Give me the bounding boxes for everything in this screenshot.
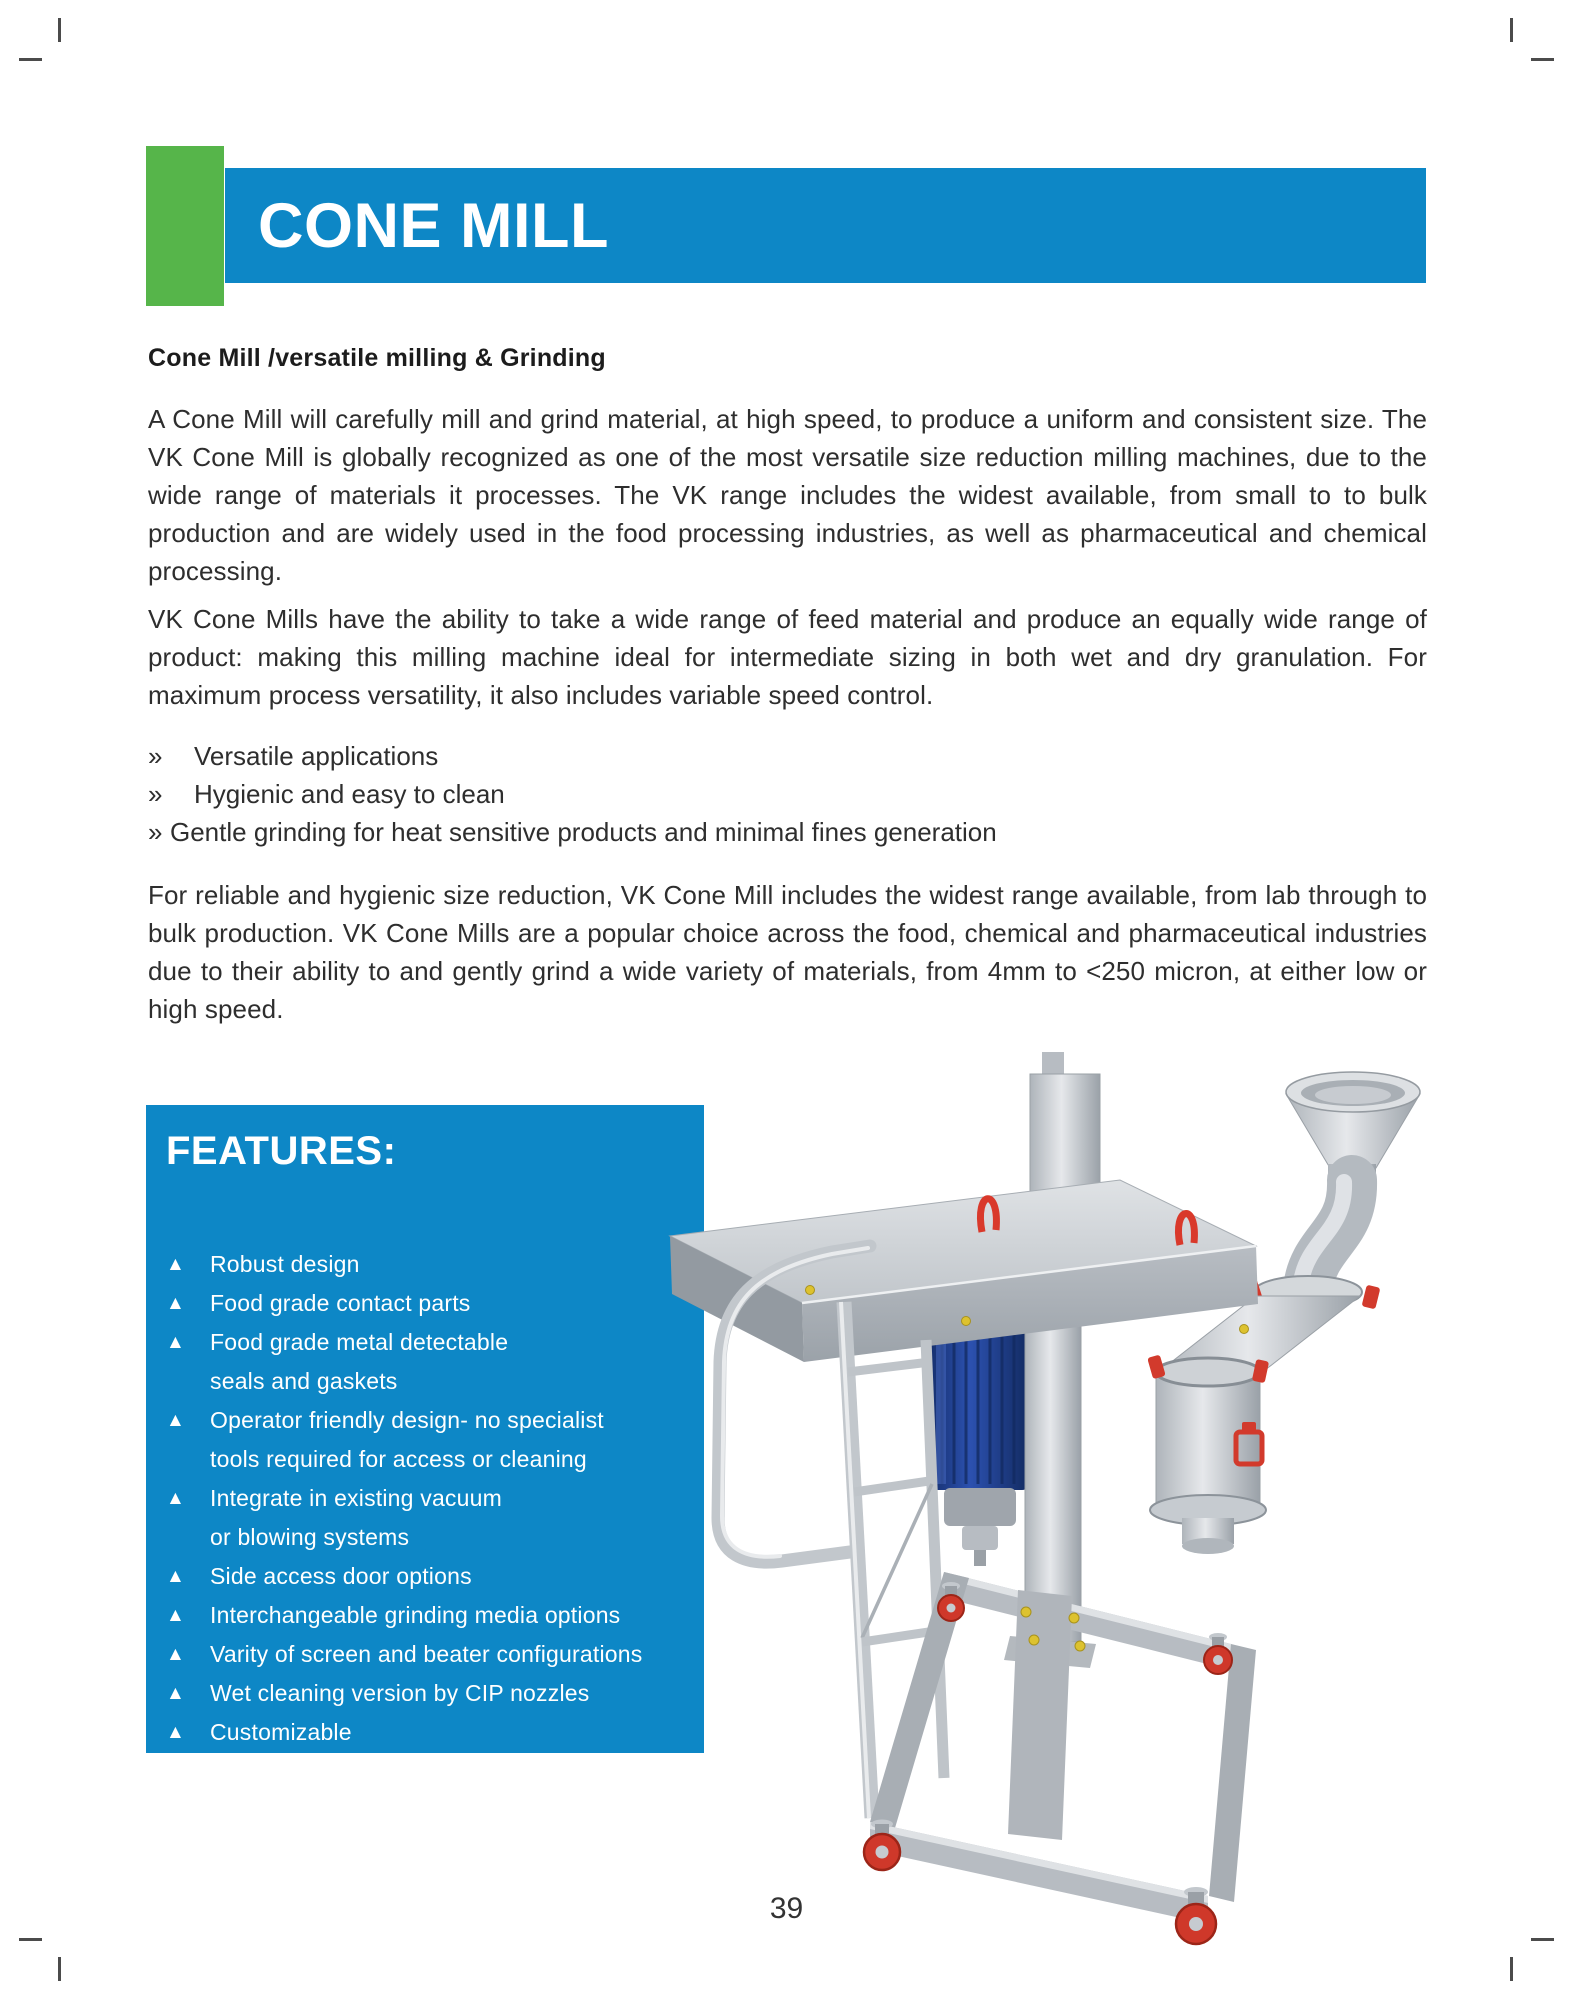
title-banner [225, 168, 1426, 283]
crop-mark-icon [58, 1957, 61, 1981]
triangle-bullet-icon: ▲ [166, 1683, 185, 1704]
feature-line: Robust design [210, 1251, 360, 1277]
feature-line: seals and gaskets [210, 1368, 398, 1394]
paragraph-intro: A Cone Mill will carefully mill and grind material, at high speed, to produce a uniform and consistent size. The VK Cone Mill is globally recognized as one of the most versatile size reduction milling machines, due to the wide range of materials it processes. The VK range includes the widest available, from small to to bulk production and are widely used in the food processing industries, as well as pharmaceutical and chemical processing. [148, 404, 1427, 586]
trolley-frame-icon [841, 1302, 944, 1818]
feature-line: or blowing systems [210, 1524, 410, 1550]
crop-mark-icon [1510, 18, 1513, 42]
feature-line: Customizable [210, 1719, 352, 1745]
table-housing-icon [670, 1180, 1258, 1362]
triangle-bullet-icon: ▲ [166, 1566, 185, 1587]
page-title: CONE MILL [258, 190, 609, 261]
feature-line: tools required for access or cleaning [210, 1446, 587, 1472]
paragraph-capability: VK Cone Mills have the ability to take a wide range of feed material and produce an equally wide range of product: making this milling machine ideal for intermediate sizing in both wet and dry granulation. For maximum process versatility, it also includes variable speed control. [148, 604, 1427, 710]
features-title: FEATURES: [166, 1129, 397, 1173]
crop-mark-icon [19, 58, 42, 61]
motor-icon [930, 1320, 1030, 1566]
section-heading: Cone Mill /versatile milling & Grinding [148, 344, 606, 372]
feature-line: Varity of screen and beater configurations [210, 1641, 643, 1667]
feed-pipe-icon [1243, 1180, 1381, 1309]
triangle-bullet-icon: ▲ [166, 1488, 185, 1509]
feature-line: Interchangeable grinding media options [210, 1602, 621, 1628]
intro-bullet-text: Gentle grinding for heat sensitive products and minimal fines generation [170, 817, 997, 847]
cone-mill-illustration [370, 1040, 1470, 1960]
feature-line: Food grade contact parts [210, 1290, 471, 1316]
support-column-icon [1030, 1052, 1100, 1204]
intro-bullet-item [148, 813, 1427, 851]
feature-line: Wet cleaning version by CIP nozzles [210, 1680, 590, 1706]
crop-mark-icon [1510, 1957, 1513, 1981]
crop-mark-icon [58, 18, 61, 42]
chevron-bullet-icon: » [148, 741, 163, 771]
triangle-bullet-icon: ▲ [166, 1293, 185, 1314]
feature-line: Side access door options [210, 1563, 472, 1589]
feature-text [210, 1713, 352, 1752]
crop-mark-icon [1531, 58, 1554, 61]
intro-bullet-item [148, 775, 1427, 813]
triangle-bullet-icon: ▲ [166, 1605, 185, 1626]
milling-chamber-icon [1147, 1296, 1360, 1554]
chevron-bullet-icon: » [148, 779, 163, 809]
page-number: 39 [769, 1892, 804, 1925]
crop-mark-icon [1531, 1938, 1554, 1941]
feature-line: Food grade metal detectable [210, 1329, 509, 1355]
crop-mark-icon [19, 1938, 42, 1941]
triangle-bullet-icon: ▲ [166, 1410, 185, 1431]
base-frame-icon [870, 1572, 1256, 1924]
triangle-bullet-icon: ▲ [166, 1722, 185, 1743]
triangle-bullet-icon: ▲ [166, 1254, 185, 1275]
paragraph-range: For reliable and hygienic size reduction, VK Cone Mill includes the widest range available, from lab through to bulk production. VK Cone Mills are a popular choice across the food, chemical and pharmaceutical industries due to their ability to and gently grind a wide variety of materials, from 4mm to <250 micron, at either low or high speed. [148, 880, 1427, 1024]
feature-text [210, 1245, 360, 1284]
intro-bullet-list [148, 737, 1427, 851]
feature-line: Integrate in existing vacuum [210, 1485, 502, 1511]
chevron-bullet-icon: » [148, 817, 163, 847]
green-accent-block [146, 146, 224, 306]
feature-line: Operator friendly design- no specialist [210, 1407, 604, 1433]
triangle-bullet-icon: ▲ [166, 1332, 185, 1353]
triangle-bullet-icon: ▲ [166, 1644, 185, 1665]
intro-bullet-text: Versatile applications [194, 741, 439, 771]
intro-bullet-item [148, 737, 1427, 775]
intro-bullet-text: Hygienic and easy to clean [194, 779, 505, 809]
